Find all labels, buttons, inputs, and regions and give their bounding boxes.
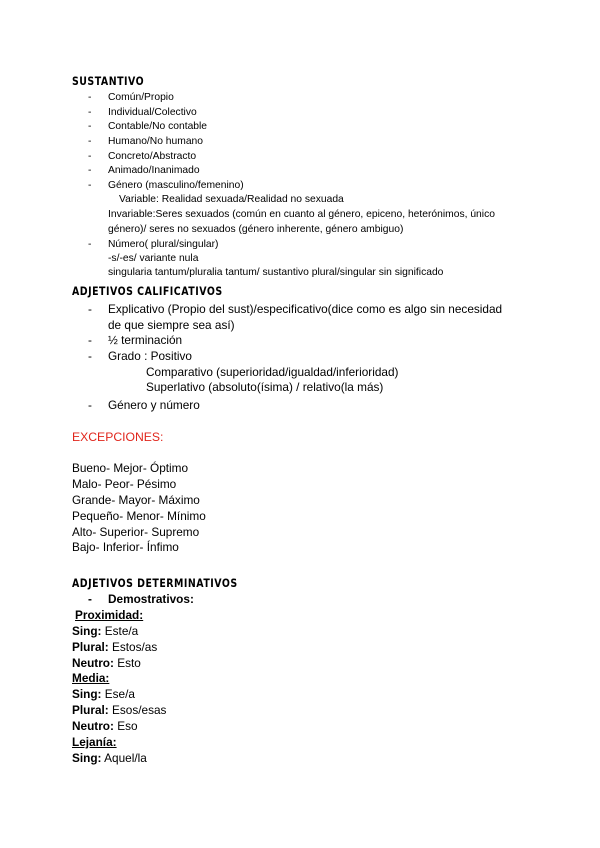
excepciones-title: EXCEPCIONES: bbox=[72, 430, 164, 444]
proximidad-row bbox=[72, 656, 141, 672]
row-label: Neutro: bbox=[72, 719, 114, 733]
row-label: Sing: bbox=[72, 751, 102, 765]
bullet-dash: - bbox=[88, 333, 92, 347]
list-item: Género (masculino/femenino) bbox=[108, 180, 244, 191]
proximidad-title: Proximidad: bbox=[75, 608, 144, 622]
row-value: Este/a bbox=[104, 624, 139, 638]
media-row bbox=[72, 703, 166, 719]
row-label: Plural: bbox=[72, 640, 109, 654]
row-label: Neutro: bbox=[72, 656, 114, 670]
bullet-dash: - bbox=[88, 136, 92, 147]
excepcion-item: Alto- Superior- Supremo bbox=[72, 525, 200, 539]
numero-tantum: singularia tantum/pluralia tantum/ sustantivo plural/singular sin significado bbox=[108, 267, 444, 278]
bullet-dash: - bbox=[88, 592, 92, 606]
media-row bbox=[72, 719, 138, 735]
bullet-dash: - bbox=[88, 239, 92, 250]
list-item-grado: Grado : Positivo bbox=[108, 349, 192, 363]
list-item: Común/Propio bbox=[108, 92, 174, 103]
proximidad-row bbox=[72, 640, 157, 656]
excepcion-item: Bueno- Mejor- Óptimo bbox=[72, 461, 189, 475]
media-row bbox=[72, 687, 135, 703]
media-title: Media: bbox=[72, 671, 110, 685]
excepcion-item: Bajo- Inferior- Ínfimo bbox=[72, 540, 179, 554]
excepcion-item: Grande- Mayor- Máximo bbox=[72, 493, 200, 507]
row-value: Aquel/la bbox=[104, 751, 147, 765]
row-value: Esos/esas bbox=[112, 703, 167, 717]
row-value: Estos/as bbox=[112, 640, 158, 654]
row-value: Esto bbox=[117, 656, 141, 670]
row-label: Sing: bbox=[72, 687, 102, 701]
genero-invariable-cont: género)/ seres no sexuados (género inherente, género ambiguo) bbox=[108, 224, 404, 235]
heading-adjetivos-calificativos: ADJETIVOS CALIFICATIVOS bbox=[72, 284, 223, 298]
list-item: Humano/No humano bbox=[108, 136, 204, 147]
row-value: Ese/a bbox=[104, 687, 135, 701]
bullet-dash: - bbox=[88, 107, 92, 118]
list-item-explicativo: Explicativo (Propio del sust)/especificativo(dice como es algo sin necesidad bbox=[108, 302, 503, 316]
bullet-dash: - bbox=[88, 121, 92, 132]
bullet-dash: - bbox=[88, 349, 92, 363]
bullet-dash: - bbox=[88, 180, 92, 191]
genero-invariable: Invariable:Seres sexuados (común en cuanto al género, epiceno, heterónimos, único bbox=[108, 209, 495, 220]
bullet-dash: - bbox=[88, 398, 92, 412]
bullet-dash: - bbox=[88, 302, 92, 316]
genero-variable: Variable: Realidad sexuada/Realidad no sexuada bbox=[119, 194, 344, 205]
row-label: Plural: bbox=[72, 703, 109, 717]
grado-comparativo: Comparativo (superioridad/igualdad/inferioridad) bbox=[146, 365, 399, 379]
list-item: Individual/Colectivo bbox=[108, 107, 197, 118]
row-value: Eso bbox=[117, 719, 138, 733]
excepcion-item: Pequeño- Menor- Mínimo bbox=[72, 509, 206, 523]
bullet-dash: - bbox=[88, 92, 92, 103]
list-item: Animado/Inanimado bbox=[108, 165, 200, 176]
heading-sustantivo: SUSTANTIVO bbox=[72, 74, 145, 88]
list-item-terminacion: ½ terminación bbox=[108, 333, 183, 347]
list-item-genero-numero: Género y número bbox=[108, 398, 200, 412]
lejania-row bbox=[72, 751, 147, 767]
list-item-explicativo-cont: de que siempre sea así) bbox=[108, 318, 235, 332]
numero-variante: -s/-es/ variante nula bbox=[108, 253, 199, 264]
bullet-dash: - bbox=[88, 151, 92, 162]
heading-adjetivos-determinativos: ADJETIVOS DETERMINATIVOS bbox=[72, 576, 238, 590]
demostrativos-label: Demostrativos: bbox=[108, 592, 194, 606]
proximidad-row bbox=[72, 624, 138, 640]
list-item: Contable/No contable bbox=[108, 121, 208, 132]
grado-superlativo: Superlativo (absoluto(ísima) / relativo(la más) bbox=[146, 380, 384, 394]
lejania-title: Lejanía: bbox=[72, 735, 117, 749]
list-item: Concreto/Abstracto bbox=[108, 151, 197, 162]
row-label: Sing: bbox=[72, 624, 102, 638]
excepcion-item: Malo- Peor- Pésimo bbox=[72, 477, 177, 491]
list-item-numero: Número( plural/singular) bbox=[108, 239, 219, 250]
bullet-dash: - bbox=[88, 165, 92, 176]
